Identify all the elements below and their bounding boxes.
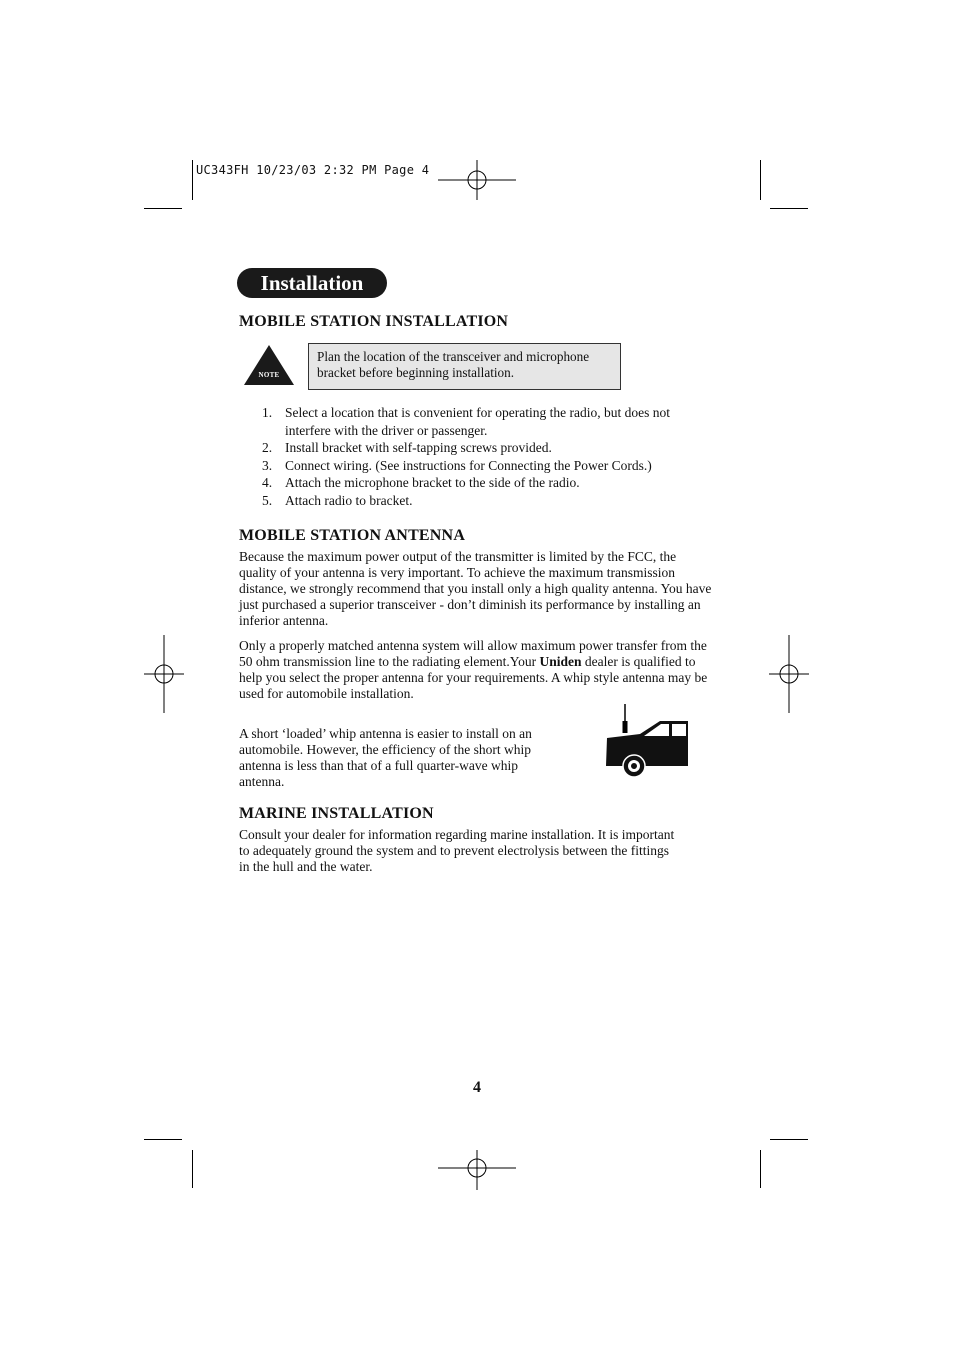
crop-mark bbox=[192, 1150, 193, 1188]
registration-mark-icon bbox=[438, 1150, 516, 1190]
mobile-installation-heading: MOBILE STATION INSTALLATION bbox=[239, 313, 509, 330]
registration-mark-icon bbox=[438, 160, 516, 200]
page-number: 4 bbox=[473, 1079, 481, 1096]
crop-mark bbox=[192, 160, 193, 200]
antenna-paragraph-3: A short ‘loaded’ whip antenna is easier to install on an automobile. However, the efficiency of the short whip antenna is less than that of a full quarter-wave whip antenna. bbox=[239, 726, 532, 789]
marine-paragraph: Consult your dealer for information regarding marine installation. It is important to adequately ground the system and to prevent electrolysis between the fittings in the hull and the water. bbox=[239, 827, 675, 874]
section-title: Installation bbox=[237, 268, 387, 298]
crop-mark bbox=[770, 1139, 808, 1140]
antenna-paragraph-2 bbox=[239, 638, 715, 702]
list-item bbox=[239, 474, 709, 492]
step-text: Attach radio to bracket. bbox=[285, 492, 413, 508]
step-number: 2. bbox=[262, 440, 273, 455]
antenna-paragraph-2-text: Only a properly matched antenna system will allow maximum power transfer from the 50 ohm transmission line to the radiating element.Your bbox=[239, 638, 707, 669]
antenna-paragraph-1: Because the maximum power output of the transmitter is limited by the FCC, the quality of your antenna is very important. To achieve the maximum transmission distance, we strongly recommend that you install only a high quality antenna. You have just purchased a superior transceiver - don’t diminish its performance by installing an inferior antenna. bbox=[239, 549, 712, 628]
step-text: Connect wiring. (See instructions for Connecting the Power Cords.) bbox=[285, 457, 652, 473]
list-item bbox=[239, 439, 709, 457]
step-text: Select a location that is convenient for operating the radio, but does not interfere with the driver or passenger. bbox=[285, 405, 671, 438]
list-item bbox=[239, 404, 709, 439]
crop-mark bbox=[144, 1139, 182, 1140]
brand-name: Uniden bbox=[539, 654, 582, 669]
marine-heading: MARINE INSTALLATION bbox=[239, 805, 434, 822]
note-box bbox=[308, 343, 621, 390]
step-text: Attach the microphone bracket to the side of the radio. bbox=[285, 475, 580, 490]
car-with-antenna-icon bbox=[604, 704, 692, 778]
registration-mark-icon bbox=[144, 635, 184, 713]
antenna-heading: MOBILE STATION ANTENNA bbox=[239, 527, 466, 544]
step-number: 5. bbox=[262, 492, 273, 508]
registration-mark-icon bbox=[769, 635, 809, 713]
list-item bbox=[239, 457, 709, 475]
step-number: 4. bbox=[262, 475, 273, 490]
antenna-paragraph-2-text-end: dealer is qualified to help you select the proper antenna for your requirements. A whip style antenna may be used for automobile installation. bbox=[239, 654, 708, 701]
step-number: 3. bbox=[262, 457, 273, 473]
note-icon bbox=[243, 344, 295, 386]
crop-mark bbox=[760, 160, 761, 200]
crop-mark bbox=[770, 208, 808, 209]
crop-mark bbox=[144, 208, 182, 209]
printer-slug: UC343FH 10/23/03 2:32 PM Page 4 bbox=[196, 163, 430, 177]
installation-steps bbox=[239, 404, 709, 509]
list-item bbox=[239, 492, 709, 510]
step-text: Install bracket with self-tapping screws provided. bbox=[285, 440, 552, 455]
note-icon-label: NOTE bbox=[258, 371, 280, 379]
note-text: Plan the location of the transceiver and microphone bracket before beginning installation. bbox=[317, 349, 590, 380]
step-number: 1. bbox=[262, 405, 273, 420]
crop-mark bbox=[760, 1150, 761, 1188]
